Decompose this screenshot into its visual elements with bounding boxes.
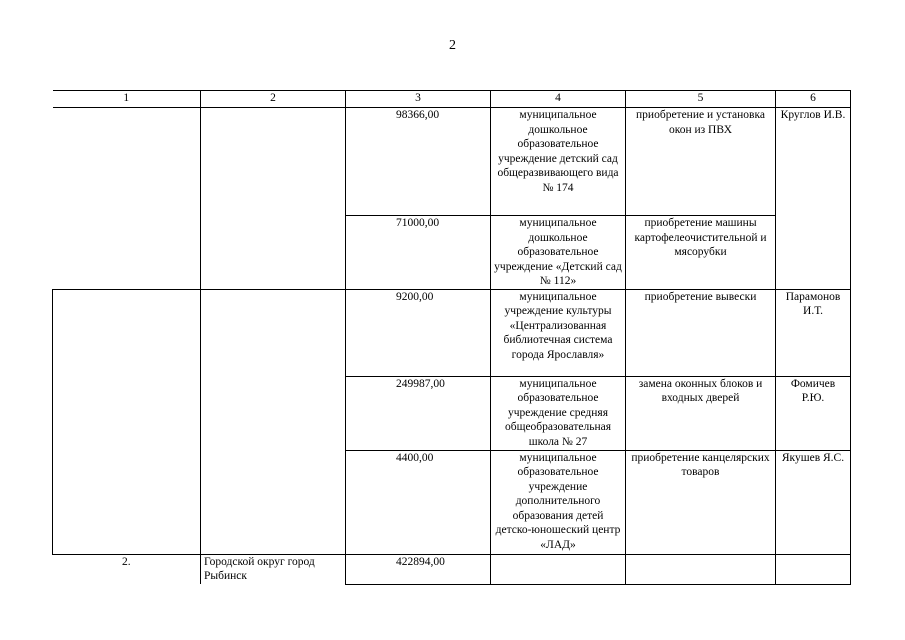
district-cell: Городской округ город Рыбинск <box>201 554 346 584</box>
header-cell-2: 2 <box>201 91 346 108</box>
person-cell: Парамонов И.Т. <box>776 289 851 376</box>
institution-cell: муниципальное учреждение культуры «Централизованная библиотечная система города Ярославля» <box>491 289 626 376</box>
purpose-cell: приобретение машины картофелеочистительной и мясорубки <box>626 216 776 290</box>
header-cell-5: 5 <box>626 91 776 108</box>
table-row <box>53 554 851 584</box>
amount-cell: 422894,00 <box>346 554 491 584</box>
header-cell-6: 6 <box>776 91 851 108</box>
allocation-table <box>52 90 851 585</box>
person-cell <box>776 554 851 584</box>
person-cell: Круглов И.В. <box>776 108 851 290</box>
institution-cell: муниципальное дошкольное образовательное учреждение «Детский сад № 112» <box>491 216 626 290</box>
person-cell: Фомичев Р.Ю. <box>776 376 851 450</box>
table-row <box>53 289 851 376</box>
district-cell <box>201 108 346 290</box>
district-cell <box>201 289 346 554</box>
table-row <box>53 108 851 216</box>
institution-cell: муниципальное образовательное учреждение средняя общеобразовательная школа № 27 <box>491 376 626 450</box>
purpose-cell <box>626 554 776 584</box>
purpose-cell: приобретение и установка окон из ПВХ <box>626 108 776 216</box>
purpose-cell: приобретение канцелярских товаров <box>626 450 776 554</box>
institution-cell: муниципальное дошкольное образовательное учреждение детский сад общеразвивающего вида № 174 <box>491 108 626 216</box>
person-cell: Якушев Я.С. <box>776 450 851 554</box>
amount-cell: 71000,00 <box>346 216 491 290</box>
institution-cell: муниципальное образовательное учреждение дополнительного образования детей детско-юношеский центр «ЛАД» <box>491 450 626 554</box>
amount-cell: 98366,00 <box>346 108 491 216</box>
header-cell-4: 4 <box>491 91 626 108</box>
header-cell-1: 1 <box>53 91 201 108</box>
row-number-cell <box>53 108 201 290</box>
purpose-cell: приобретение вывески <box>626 289 776 376</box>
page-number: 2 <box>449 38 456 53</box>
header-cell-3: 3 <box>346 91 491 108</box>
purpose-cell: замена оконных блоков и входных дверей <box>626 376 776 450</box>
amount-cell: 4400,00 <box>346 450 491 554</box>
row-number-cell <box>53 289 201 554</box>
amount-cell: 249987,00 <box>346 376 491 450</box>
header-row <box>53 91 851 108</box>
institution-cell <box>491 554 626 584</box>
row-number-cell: 2. <box>53 554 201 584</box>
amount-cell: 9200,00 <box>346 289 491 376</box>
